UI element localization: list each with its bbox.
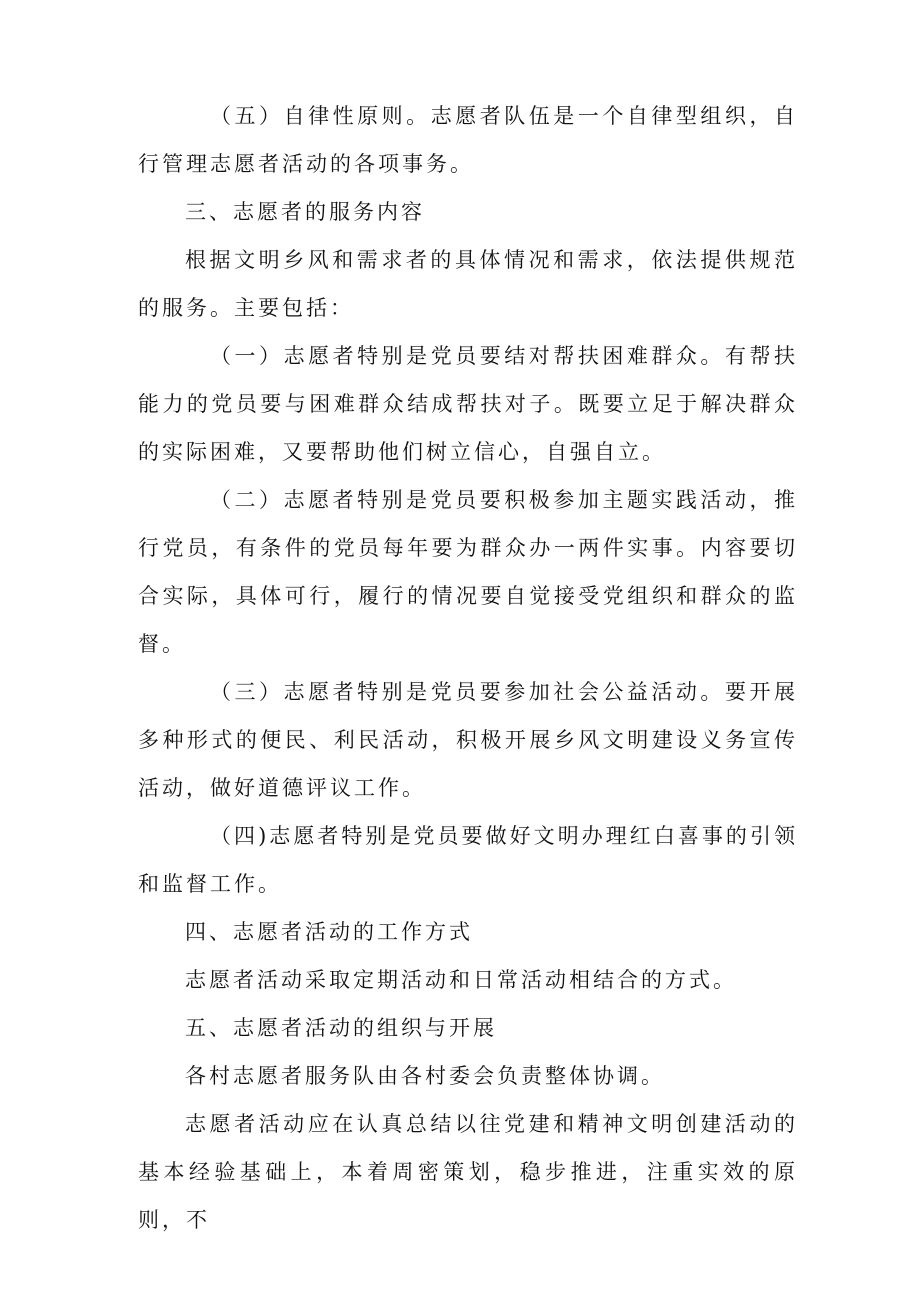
paragraph-item-one: （一）志愿者特别是党员要结对帮扶困难群众。有帮扶能力的党员要与困难群众结成帮扶对子。既要立足于解决群众的实际困难，又要帮助他们树立信心，自强自立。 <box>138 344 798 464</box>
paragraph-service-intro: 根据文明乡风和需求者的具体情况和需求，依法提供规范的服务。主要包括： <box>138 248 798 320</box>
paragraph-item-two: （二）志愿者特别是党员要积极参加主题实践活动，推行党员，有条件的党员每年要为群众办一两件实事。内容要切合实际，具体可行，履行的情况要自觉接受党组织和群众的监督。 <box>138 488 798 656</box>
paragraph-activity-principles: 志愿者活动应在认真总结以往党建和精神文明创建活动的基本经验基础上，本着周密策划，稳步推进，注重实效的原则，不 <box>138 1112 798 1232</box>
paragraph-work-method: 志愿者活动采取定期活动和日常活动相结合的方式。 <box>185 968 737 992</box>
section-heading-work-method: 四、志愿者活动的工作方式 <box>185 920 473 944</box>
paragraph-item-four: （四)志愿者特别是党员要做好文明办理红白喜事的引领和监督工作。 <box>138 824 798 896</box>
paragraph-item-three: （三）志愿者特别是党员要参加社会公益活动。要开展多种形式的便民、利民活动，积极开展乡风文明建设义务宣传活动，做好道德评议工作。 <box>138 680 798 800</box>
paragraph-self-discipline-principle: （五）自律性原则。志愿者队伍是一个自律型组织，自行管理志愿者活动的各项事务。 <box>138 104 798 176</box>
section-heading-organization: 五、志愿者活动的组织与开展 <box>185 1016 497 1040</box>
document-body <box>138 92 798 1244</box>
section-heading-service-content: 三、志愿者的服务内容 <box>185 200 425 224</box>
paragraph-organization-coordination: 各村志愿者服务队由各村委会负责整体协调。 <box>185 1064 665 1088</box>
